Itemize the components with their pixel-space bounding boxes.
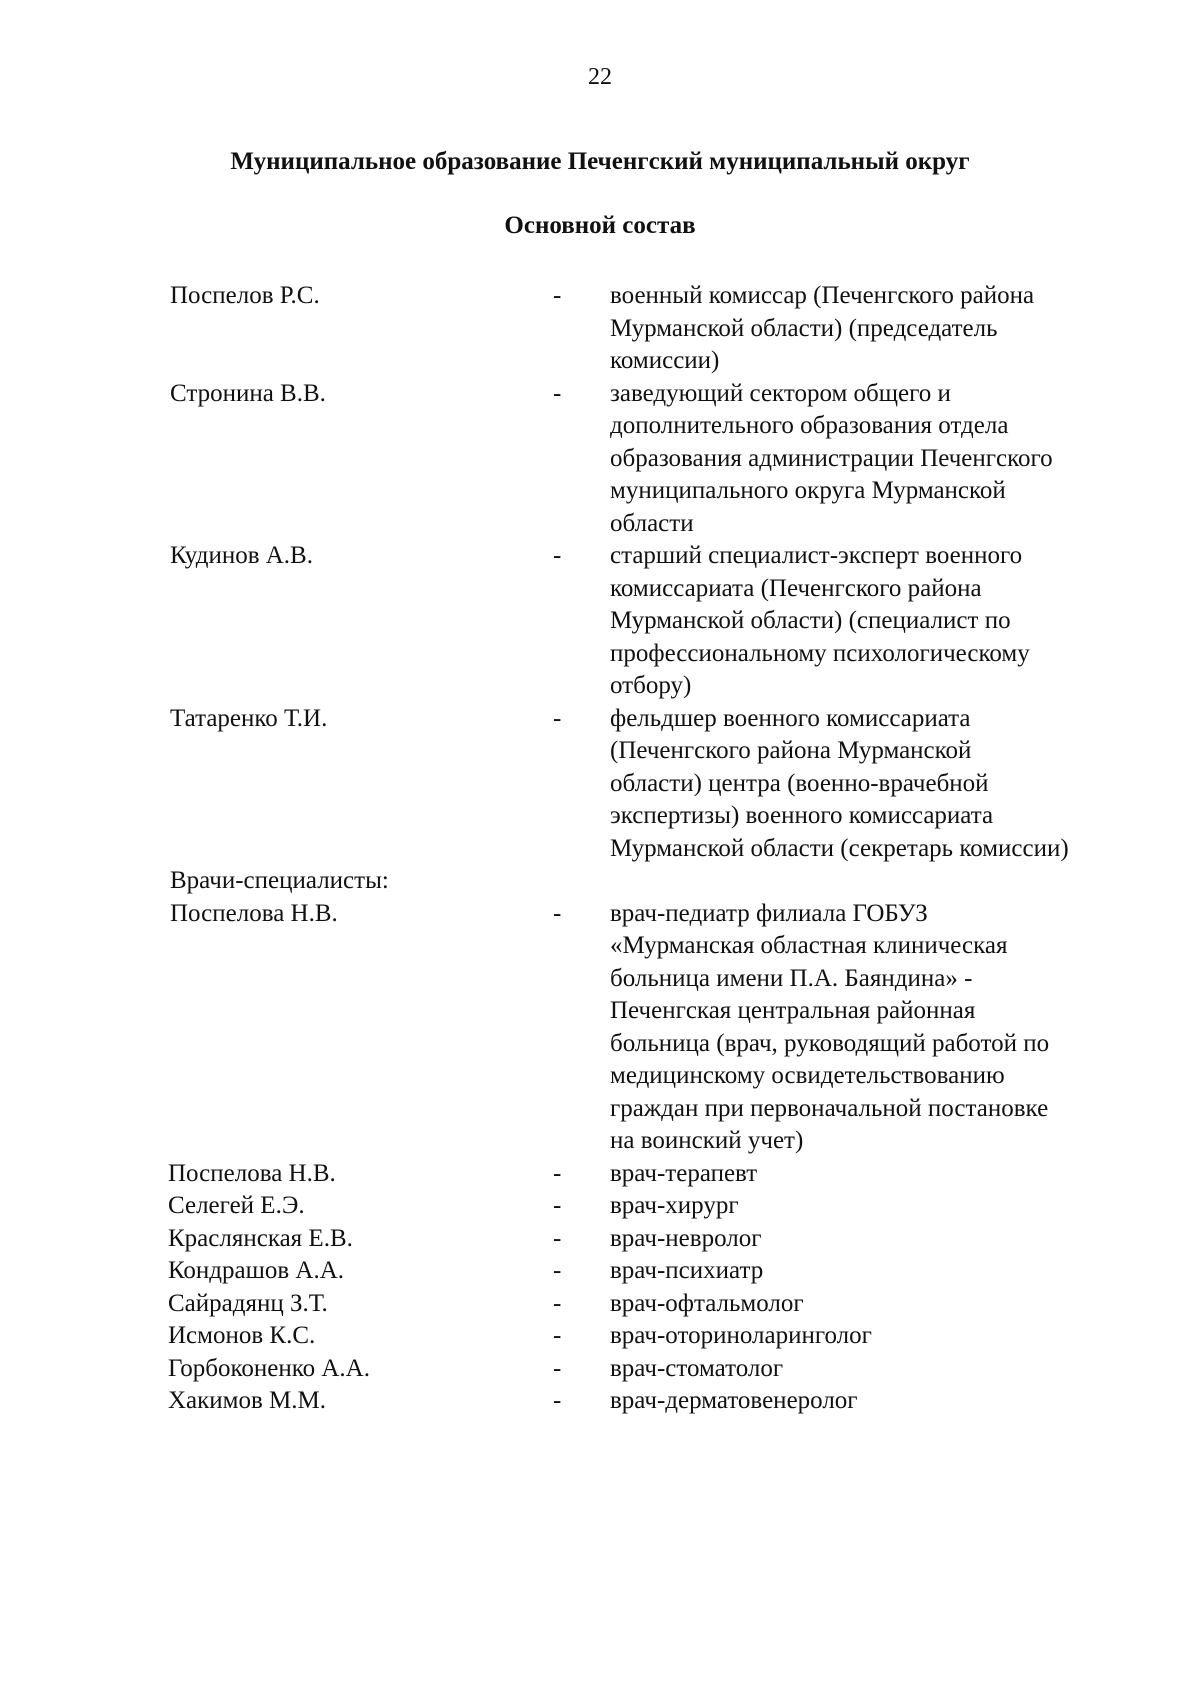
position-line: военный комиссар (Печенгского района	[610, 282, 1035, 309]
doctor-name: Селегей Е.Э.	[168, 1192, 305, 1219]
position-line: старший специалист-эксперт военного	[610, 542, 1023, 569]
member-name: Поспелов Р.С.	[170, 282, 320, 309]
position-line: комиссариата (Печенгского района	[610, 574, 982, 602]
position-line: заведующий сектором общего и	[610, 379, 951, 407]
position-line: отбору)	[610, 672, 692, 699]
doctor-row	[0, 1320, 1200, 1353]
member-name: Кудинов А.В.	[170, 542, 313, 569]
doctor-name: Краслянская Е.В.	[168, 1224, 353, 1252]
doctor-role: врач-психиатр	[610, 1257, 764, 1284]
position-line: «Мурманская областная клиническая	[610, 932, 1008, 959]
doctor-name: Исмонов К.С.	[168, 1322, 316, 1349]
doctor-row	[0, 1223, 1200, 1256]
doctor-name: Сайрадянц З.Т.	[168, 1289, 328, 1317]
member-row	[0, 280, 1200, 378]
member-row	[0, 703, 1200, 866]
document-title: Муниципальное образование Печенгский муниципальный округ	[230, 148, 970, 175]
member-position	[610, 898, 1155, 1158]
doctor-name: Кондрашов А.А.	[168, 1257, 345, 1284]
position-line: (Печенгского района Мурманской	[610, 737, 972, 764]
position-line: Мурманской области) (председатель	[610, 314, 998, 342]
dash-separator: -	[553, 899, 562, 927]
member-row	[0, 378, 1200, 541]
doctor-row	[0, 1353, 1200, 1386]
position-line: граждан при первоначальной постановке	[610, 1094, 1049, 1122]
dash-separator: -	[553, 1322, 562, 1349]
doctor-role: врач-терапевт	[610, 1159, 758, 1187]
position-line: профессиональному психологическому	[610, 639, 1030, 667]
dash-separator: -	[553, 1354, 562, 1382]
member-name: Поспелова Н.В.	[170, 899, 338, 927]
position-line: фельдшер военного комиссариата	[610, 704, 971, 732]
dash-separator: -	[553, 1257, 562, 1284]
dash-separator: -	[553, 282, 562, 309]
doctor-name: Хакимов М.М.	[168, 1387, 327, 1414]
member-name: Стронина В.В.	[170, 379, 326, 407]
doctor-row	[0, 1288, 1200, 1321]
position-line: области	[610, 509, 694, 537]
doctor-role: врач-дерматовенеролог	[610, 1387, 858, 1414]
member-name: Татаренко Т.И.	[170, 704, 328, 732]
dash-separator: -	[553, 542, 562, 569]
dash-separator: -	[553, 379, 562, 407]
position-line: врач-педиатр филиала ГОБУЗ	[610, 899, 928, 927]
doctor-row	[0, 1190, 1200, 1223]
dash-separator: -	[553, 1159, 562, 1187]
position-line: больница (врач, руководящий работой по	[610, 1029, 1050, 1057]
commission-roster	[0, 280, 1200, 1418]
doctor-role: врач-оториноларинголог	[610, 1322, 872, 1349]
doctors-list	[0, 1158, 1200, 1418]
position-line: медицинскому освидетельствованию	[610, 1062, 1005, 1089]
doctor-role: врач-хирург	[610, 1192, 739, 1219]
dash-separator: -	[553, 1192, 562, 1219]
position-line: экспертизы) военного комиссариата	[610, 802, 994, 829]
position-line: Мурманской области) (специалист по	[610, 607, 1011, 634]
position-line: муниципального округа Мурманской	[610, 477, 1006, 504]
position-line: Печенгская центральная районная	[610, 997, 976, 1024]
position-line: образования администрации Печенгского	[610, 444, 1053, 472]
doctor-name: Поспелова Н.В.	[168, 1159, 336, 1187]
position-line: дополнительного образования отдела	[610, 412, 1009, 439]
specialists-label: Врачи-специалисты:	[170, 867, 389, 894]
position-line: комиссии)	[610, 347, 720, 374]
doctor-row	[0, 1158, 1200, 1191]
doctor-row	[0, 1255, 1200, 1288]
doctor-role: врач-офтальмолог	[610, 1289, 804, 1317]
position-line: области) центра (военно-врачебной	[610, 769, 989, 797]
member-row	[0, 898, 1200, 1158]
dash-separator: -	[553, 704, 562, 732]
position-line: больница имени П.А. Баяндина» -	[610, 964, 973, 992]
doctor-row	[0, 1385, 1200, 1418]
dash-separator: -	[553, 1289, 562, 1317]
section-title: Основной состав	[504, 212, 696, 239]
doctor-role: врач-невролог	[610, 1224, 762, 1252]
member-position	[610, 378, 1155, 541]
member-position	[610, 540, 1155, 703]
dash-separator: -	[553, 1224, 562, 1252]
doctor-name: Горбоконенко А.А.	[168, 1354, 370, 1382]
member-position	[610, 280, 1155, 378]
member-position	[610, 703, 1155, 866]
position-line: Мурманской области (секретарь комиссии)	[610, 834, 1069, 862]
position-line: на воинский учет)	[610, 1127, 804, 1154]
dash-separator: -	[553, 1387, 562, 1414]
doctor-role: врач-стоматолог	[610, 1354, 784, 1382]
member-row	[0, 540, 1200, 703]
page-number: 22	[588, 64, 612, 90]
